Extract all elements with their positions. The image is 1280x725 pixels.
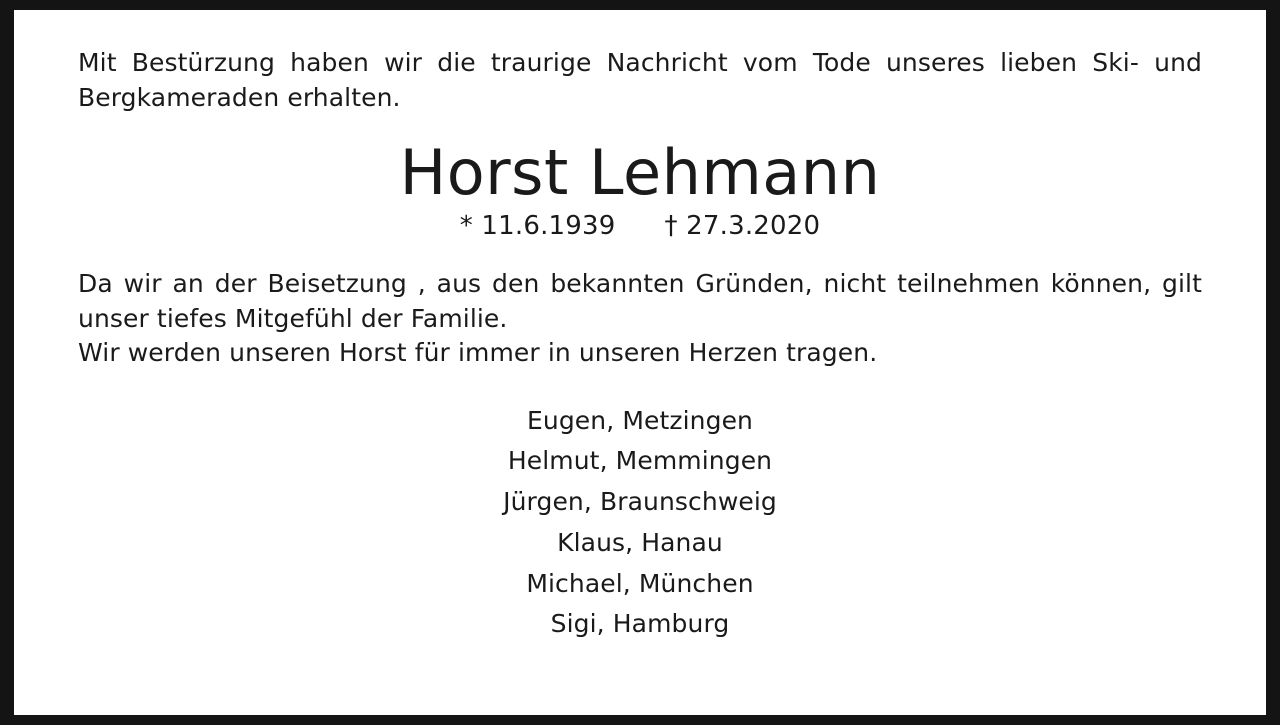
list-item: Helmut, Memmingen	[507, 446, 773, 476]
list-item: Michael, München	[526, 568, 754, 598]
condolence-paragraph: Da wir an der Beisetzung , aus den bekannten Gründen, nicht teilnehmen können, gilt unser tiefes Mitgefühl der Familie.	[78, 269, 1202, 333]
life-dates	[78, 211, 1202, 241]
death-date: 27.3.2020	[686, 211, 821, 242]
birth-symbol: *	[459, 211, 473, 242]
remembrance-paragraph: Wir werden unseren Horst für immer in unseren Herzen tragen.	[78, 338, 878, 368]
birth-date: 11.6.1939	[481, 211, 616, 242]
list-item: Eugen, Metzingen	[527, 405, 753, 435]
notice-inner	[14, 10, 1266, 715]
list-item: Sigi, Hamburg	[550, 609, 730, 639]
list-item: Jürgen, Braunschweig	[503, 487, 777, 517]
list-item: Klaus, Hanau	[557, 527, 723, 557]
deceased-name: Horst Lehmann	[399, 136, 881, 209]
death-cross-icon: †	[664, 211, 678, 242]
signers-list	[78, 401, 1202, 646]
intro-text: Mit Bestürzung haben wir die traurige Nachricht vom Tode unseres lieben Ski- und Bergkameraden erhalten.	[78, 48, 1202, 112]
